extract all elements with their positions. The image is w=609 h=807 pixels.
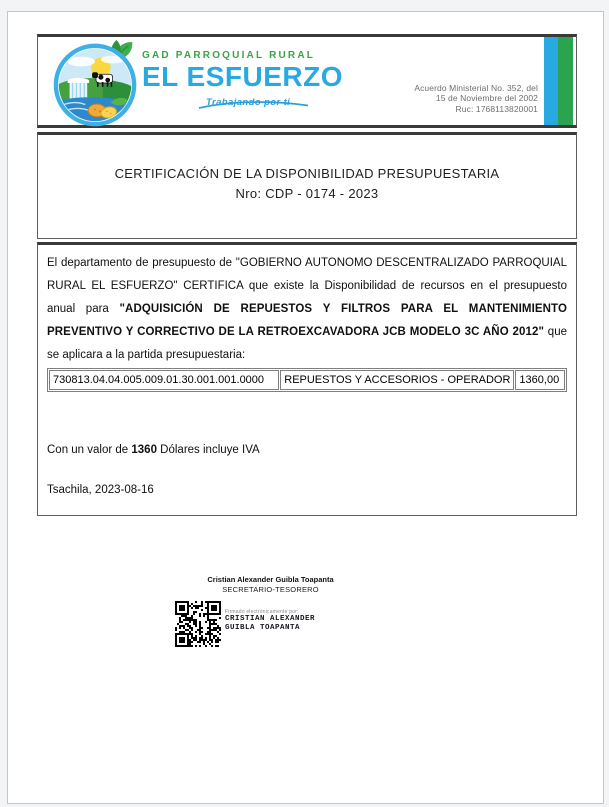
qr-code — [175, 601, 221, 647]
certification-body — [37, 242, 577, 516]
signatory-name: Cristian Alexander Guibla Toapanta — [207, 575, 334, 584]
org-slogan — [206, 92, 316, 108]
ministerial-line2: 15 de Noviembre del 2002 — [435, 93, 538, 103]
value-prefix: Con un valor de — [47, 444, 132, 456]
brand-block — [142, 50, 402, 108]
esign-name-line2: GUIBLA TOAPANTA — [225, 623, 301, 632]
org-name: EL ESFUERZO — [142, 61, 344, 92]
accent-bar-green — [558, 37, 573, 125]
esign-text — [225, 609, 315, 632]
signature-block — [128, 575, 413, 647]
letterhead — [37, 34, 577, 128]
budget-table — [47, 368, 567, 392]
ministerial-line1: Acuerdo Ministerial No. 352, del — [414, 82, 538, 93]
org-logo-icon — [52, 40, 140, 128]
budget-description-cell: REPUESTOS Y ACCESORIOS - OPERADOR — [280, 370, 514, 390]
value-amount: 1360 — [131, 444, 157, 456]
signatory-role: SECRETARIO-TESORERO — [222, 585, 319, 594]
certification-paragraph — [47, 252, 567, 367]
value-suffix: Dólares incluye IVA — [156, 444, 260, 456]
document-title: CERTIFICACIÓN DE LA DISPONIBILIDAD PRESUPUESTARIA — [114, 166, 500, 181]
accent-bar-blue — [544, 37, 558, 125]
ruc-line: Ruc: 1768113820001 — [455, 103, 538, 114]
total-value-line — [47, 444, 567, 456]
paragraph-object-bold: "ADQUISICIÓN DE REPUESTOS Y FILTROS PARA EL MANTENIMIENTO PREVENTIVO Y CORRECTIVO DE LA RETROEXCAVADORA JCB MODELO 3C AÑO 2012" — [47, 303, 567, 338]
ministerial-info — [414, 83, 538, 115]
org-type-label: GAD PARROQUIAL RURAL — [142, 50, 316, 61]
org-slogan-text: Trabajando por ti — [206, 97, 291, 108]
esign-name-line1: CRISTIAN ALEXANDER — [225, 615, 316, 623]
document-page — [7, 11, 604, 804]
paragraph-text-2: que se aplicara a la partida presupuestaria: — [47, 326, 567, 361]
title-box — [37, 132, 577, 239]
accent-bars — [544, 37, 573, 125]
budget-code-cell: 730813.04.04.005.009.01.30.001.001.0000 — [49, 370, 279, 390]
paragraph-text-1: El departamento de presupuesto de "GOBIERNO AUTONOMO DESCENTRALIZADO PARROQUIAL RURAL EL ESFUERZO" CERTIFICA que existe la Disponibilidad de recursos en el presupuesto anual para — [47, 257, 567, 315]
place-date-line: Tsachila, 2023-08-16 — [47, 484, 154, 496]
table-row — [49, 370, 565, 390]
esign-label: Firmado electrónicamente por: — [225, 609, 299, 615]
document-number: Nro: CDP - 0174 - 2023 — [235, 186, 379, 201]
org-logo — [52, 40, 140, 128]
budget-amount-cell: 1360,00 — [515, 370, 565, 390]
esign-row — [128, 601, 413, 647]
